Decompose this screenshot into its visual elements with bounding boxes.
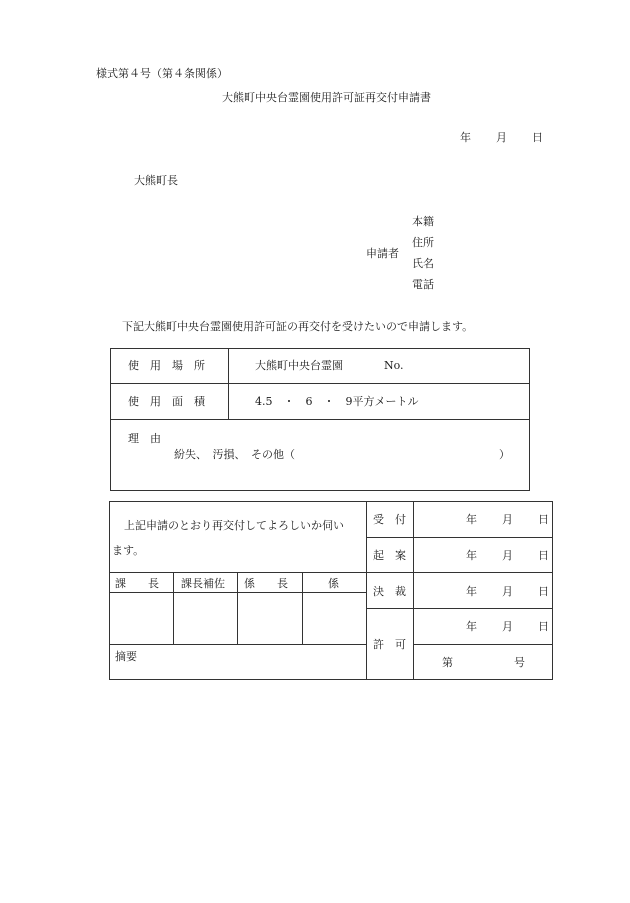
- role-kacho: 課 長: [115, 577, 159, 590]
- document-title: 大熊町中央台霊園使用許可証再交付申請書: [222, 91, 431, 104]
- memo-label: 摘要: [115, 650, 137, 663]
- stamp-bottom-line: [109, 644, 366, 645]
- request-statement: 下記大熊町中央台霊園使用許可証の再交付を受けたいので申請します。: [122, 320, 474, 333]
- role-kacho-hosa: 課長補佐: [181, 577, 225, 590]
- right-line-1: [366, 537, 553, 538]
- role-col-1: [173, 572, 174, 644]
- approval-main-divider: [366, 501, 367, 680]
- right-line-3: [366, 608, 553, 609]
- approval-text-line2: ます。: [112, 544, 145, 557]
- decided-day: 日: [538, 585, 549, 598]
- received-year: 年: [466, 513, 477, 526]
- label-permitted: 許 可: [373, 638, 406, 651]
- reason-label: 理 由: [128, 432, 161, 445]
- approval-date-divider: [413, 501, 414, 680]
- label-drafted: 起 案: [373, 549, 406, 562]
- received-month: 月: [502, 513, 513, 526]
- applicant-label: 申請者: [366, 247, 399, 260]
- label-received: 受 付: [373, 513, 406, 526]
- label-decided: 決 裁: [373, 585, 406, 598]
- applicant-field-honseki: 本籍: [412, 215, 434, 228]
- right-line-4: [413, 644, 553, 645]
- area-value: 4.5 ・ 6 ・ 9平方メートル: [255, 395, 419, 408]
- reason-options: 紛失、 汚損、 その他（: [174, 448, 295, 461]
- applicant-field-address: 住所: [412, 236, 434, 249]
- date-year-label: 年: [460, 131, 471, 144]
- applicant-field-name: 氏名: [412, 257, 434, 270]
- usage-table-divider-2: [110, 419, 530, 420]
- form-number: 様式第４号（第４条関係）: [96, 67, 228, 80]
- usage-table-divider-1: [110, 383, 530, 384]
- location-label: 使 用 場 所: [128, 359, 205, 372]
- reason-close-paren: ）: [499, 448, 510, 461]
- approval-text-line1: 上記申請のとおり再交付してよろしいか伺い: [124, 519, 344, 532]
- received-day: 日: [538, 513, 549, 526]
- permitted-day: 日: [538, 620, 549, 633]
- permit-number-suffix: 号: [514, 656, 525, 669]
- role-kakari: 係: [328, 577, 339, 590]
- area-label: 使 用 面 積: [128, 395, 205, 408]
- role-col-2: [237, 572, 238, 644]
- number-mark: No.: [384, 359, 404, 372]
- decided-month: 月: [502, 585, 513, 598]
- role-kakaricho: 係 長: [244, 577, 288, 590]
- date-month-label: 月: [496, 131, 507, 144]
- permit-number-prefix: 第: [442, 656, 453, 669]
- usage-table-col-divider: [228, 348, 229, 419]
- addressee: 大熊町長: [134, 174, 178, 187]
- role-col-3: [302, 572, 303, 644]
- date-day-label: 日: [532, 131, 543, 144]
- decided-year: 年: [466, 585, 477, 598]
- right-line-2: [366, 572, 553, 573]
- drafted-day: 日: [538, 549, 549, 562]
- drafted-year: 年: [466, 549, 477, 562]
- permitted-month: 月: [502, 620, 513, 633]
- drafted-month: 月: [502, 549, 513, 562]
- applicant-field-phone: 電話: [412, 278, 434, 291]
- location-value: 大熊町中央台霊園: [255, 359, 343, 372]
- permitted-year: 年: [466, 620, 477, 633]
